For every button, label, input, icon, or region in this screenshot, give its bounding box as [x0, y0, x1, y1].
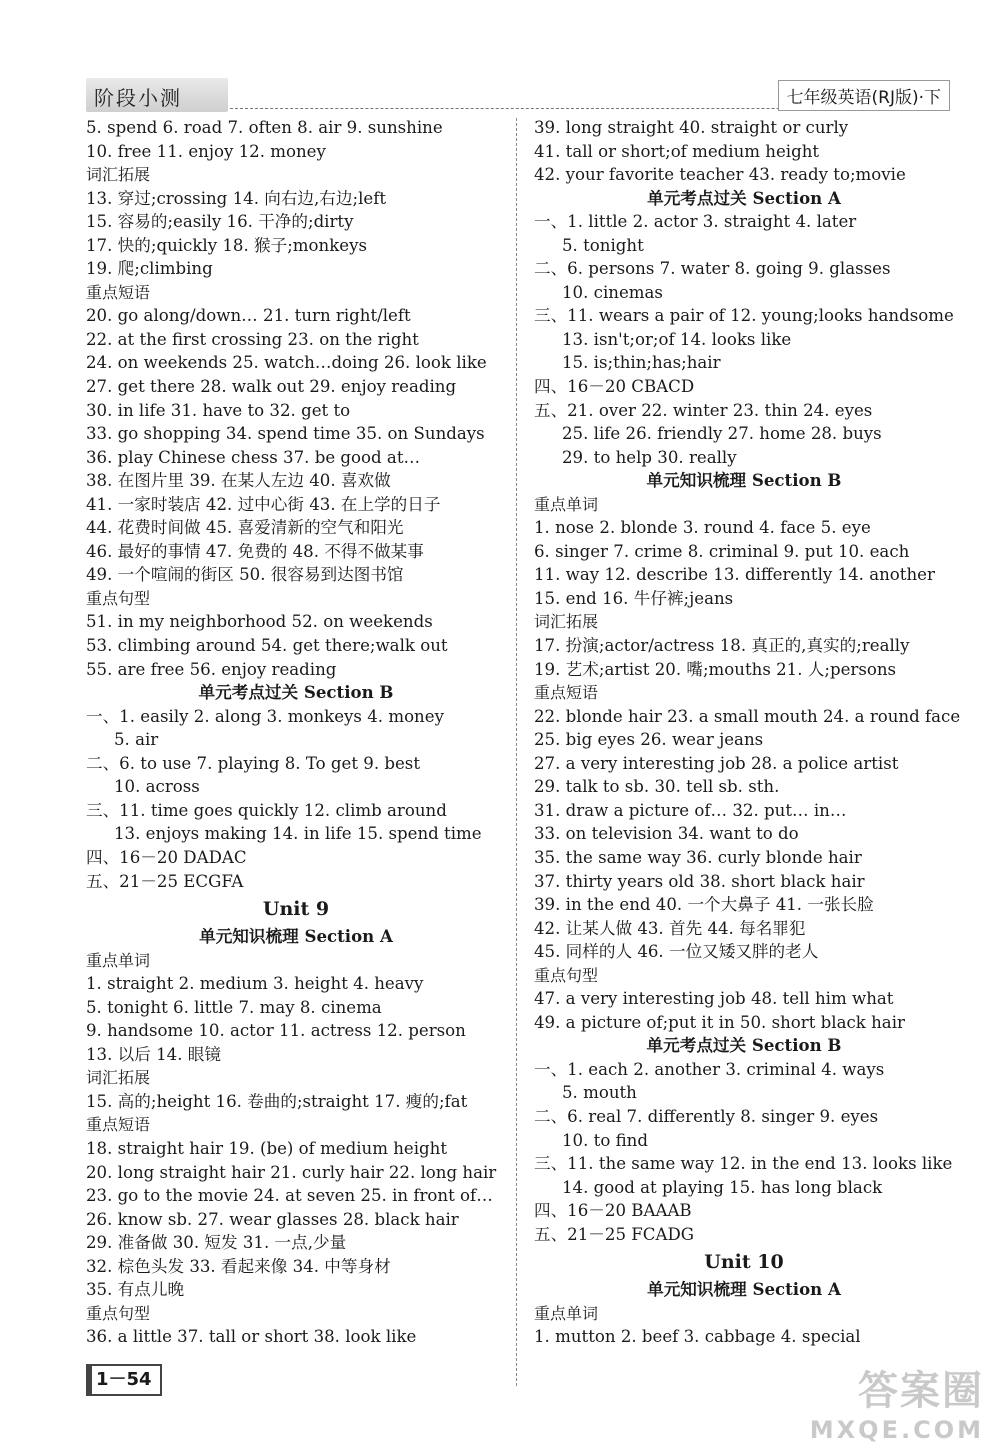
- answer-line: 42. 让某人做 43. 首先 44. 每名罪犯: [534, 918, 806, 938]
- answer-line: 5. tonight 6. little 7. may 8. cinema: [86, 997, 382, 1017]
- answer-line: 1. mutton 2. beef 3. cabbage 4. special: [534, 1327, 861, 1347]
- section-heading: 单元知识梳理 Section A: [199, 926, 393, 947]
- answer-line: 14. good at playing 15. has long black: [562, 1177, 883, 1197]
- answer-line: 二、6. real 7. differently 8. singer 9. eyes: [534, 1106, 879, 1126]
- section-heading: 重点句型: [534, 965, 599, 985]
- answer-line: 四、16－20 BAAAB: [534, 1201, 692, 1221]
- answer-line: 49. a picture of;put it in 50. short black hair: [534, 1012, 905, 1032]
- answer-line: 45. 同样的人 46. 一位又矮又胖的老人: [534, 942, 819, 962]
- answer-line: 11. way 12. describe 13. differently 14. another: [534, 565, 935, 585]
- answer-line: 39. long straight 40. straight or curly: [534, 118, 849, 137]
- watermark-url: MXQE.COM: [809, 1416, 984, 1444]
- answer-line: 10. cinemas: [562, 282, 663, 302]
- answer-line: 33. on television 34. want to do: [534, 824, 799, 844]
- section-heading: 单元考点过关 Section A: [647, 187, 841, 208]
- section-heading: Unit 9: [262, 898, 330, 921]
- section-heading: 单元考点过关 Section B: [646, 1035, 842, 1056]
- answer-line: 37. thirty years old 38. short black hair: [534, 871, 865, 891]
- answer-line: 42. your favorite teacher 43. ready to;movie: [534, 165, 906, 185]
- answer-line: 15. 容易的;easily 16. 干净的;dirty: [86, 212, 354, 232]
- answer-line: 10. to find: [562, 1130, 648, 1150]
- section-heading: 词汇拓展: [534, 612, 599, 632]
- answer-line: 20. go along/down… 21. turn right/left: [86, 306, 411, 326]
- answer-line: 47. a very interesting job 48. tell him what: [534, 989, 894, 1009]
- answer-line: 51. in my neighborhood 52. on weekends: [86, 612, 433, 632]
- answer-line: 29. talk to sb. 30. tell sb. sth.: [534, 777, 780, 797]
- answer-line: 15. 高的;height 16. 卷曲的;straight 17. 瘦的;fat: [86, 1091, 468, 1111]
- section-heading: 重点短语: [86, 1115, 151, 1135]
- answer-line: 44. 花费时间做 45. 喜爱清新的空气和阳光: [86, 518, 404, 538]
- answer-line: 32. 棕色头发 33. 看起来像 34. 中等身材: [86, 1256, 391, 1276]
- answer-line: 35. 有点儿晚: [86, 1280, 185, 1300]
- answer-line: 17. 快的;quickly 18. 猴子;monkeys: [86, 235, 367, 255]
- left-column: [86, 116, 506, 1349]
- answer-line: 36. play Chinese chess 37. be good at…: [86, 447, 421, 467]
- answer-line: 5. spend 6. road 7. often 8. air 9. sunshine: [86, 118, 443, 137]
- answer-line: 二、6. to use 7. playing 8. To get 9. best: [86, 753, 420, 773]
- section-title: 阶段小测: [94, 86, 182, 110]
- book-title: 七年级英语(RJ版)·下: [778, 80, 951, 111]
- answer-line: 五、21. over 22. winter 23. thin 24. eyes: [534, 400, 873, 420]
- answer-line: 25. big eyes 26. wear jeans: [534, 730, 764, 750]
- answer-line: 一、1. easily 2. along 3. monkeys 4. money: [86, 706, 444, 726]
- answer-line: 19. 爬;climbing: [86, 259, 213, 279]
- answer-line: 五、21－25 FCADG: [534, 1224, 695, 1244]
- answer-line: 20. long straight hair 21. curly hair 22. long hair: [86, 1162, 497, 1182]
- section-heading: 重点单词: [534, 1303, 599, 1323]
- answer-line: 27. get there 28. walk out 29. enjoy reading: [86, 377, 457, 397]
- section-heading: 单元知识梳理 Section A: [647, 1279, 841, 1300]
- answer-line: 10. across: [114, 777, 200, 797]
- answer-line: 四、16－20 CBACD: [534, 377, 695, 397]
- answer-line: 13. 穿过;crossing 14. 向右边,右边;left: [86, 188, 387, 208]
- answer-line: 46. 最好的事情 47. 免费的 48. 不得不做某事: [86, 541, 424, 561]
- answer-line: 53. climbing around 54. get there;walk out: [86, 636, 448, 656]
- answer-line: 23. go to the movie 24. at seven 25. in front of…: [86, 1186, 493, 1206]
- answer-line: 五、21－25 ECGFA: [86, 871, 244, 891]
- answer-line: 29. 准备做 30. 短发 31. 一点,少量: [86, 1233, 347, 1253]
- answer-line: 15. end 16. 牛仔裤;jeans: [534, 588, 734, 608]
- answer-line: 二、6. persons 7. water 8. going 9. glasses: [534, 259, 891, 279]
- answer-line: 三、11. time goes quickly 12. climb around: [86, 800, 447, 820]
- answer-line: 35. the same way 36. curly blonde hair: [534, 847, 862, 867]
- answer-line: 6. singer 7. crime 8. criminal 9. put 10. each: [534, 541, 910, 561]
- answer-line: 41. 一家时装店 42. 过中心街 43. 在上学的日子: [86, 494, 441, 514]
- answer-line: 25. life 26. friendly 27. home 28. buys: [562, 424, 882, 444]
- answer-line: 39. in the end 40. 一个大鼻子 41. 一张长脸: [534, 895, 874, 915]
- answer-line: 26. know sb. 27. wear glasses 28. black hair: [86, 1209, 459, 1229]
- answer-line: 13. isn't;or;of 14. looks like: [562, 329, 792, 349]
- answer-line: 33. go shopping 34. spend time 35. on Sundays: [86, 424, 485, 444]
- column-divider: [516, 118, 517, 1386]
- answer-line: 31. draw a picture of… 32. put… in…: [534, 800, 847, 820]
- answer-line: 38. 在图片里 39. 在某人左边 40. 喜欢做: [86, 471, 391, 491]
- answer-line: 三、11. the same way 12. in the end 13. looks like: [534, 1154, 953, 1174]
- section-heading: 重点单词: [534, 494, 599, 514]
- answer-line: 22. blonde hair 23. a small mouth 24. a round face: [534, 706, 961, 726]
- answer-line: 一、1. each 2. another 3. criminal 4. ways: [534, 1059, 885, 1079]
- answer-line: 13. enjoys making 14. in life 15. spend time: [114, 824, 482, 844]
- page-number: 1－54: [86, 1364, 162, 1396]
- answer-line: 22. at the first crossing 23. on the right: [86, 329, 419, 349]
- answer-line: 18. straight hair 19. (be) of medium height: [86, 1138, 448, 1158]
- answer-line: 四、16－20 DADAC: [86, 847, 247, 867]
- section-heading: 重点句型: [86, 1303, 151, 1323]
- answer-line: 5. air: [114, 730, 159, 750]
- answer-line: 27. a very interesting job 28. a police artist: [534, 753, 899, 773]
- right-column: [534, 116, 961, 1349]
- answer-line: 5. tonight: [562, 235, 644, 255]
- answer-line: 5. mouth: [562, 1083, 637, 1103]
- answer-line: 1. nose 2. blonde 3. round 4. face 5. eye: [534, 518, 871, 538]
- section-heading: 重点单词: [86, 950, 151, 970]
- answer-line: 55. are free 56. enjoy reading: [86, 659, 337, 679]
- section-heading: 词汇拓展: [86, 165, 151, 185]
- watermark: [810, 1359, 984, 1444]
- answer-line: 9. handsome 10. actor 11. actress 12. person: [86, 1021, 466, 1041]
- answer-line: 24. on weekends 25. watch…doing 26. look like: [86, 353, 487, 373]
- answer-line: 15. is;thin;has;hair: [562, 353, 721, 373]
- section-title-tab: [86, 78, 228, 112]
- section-heading: Unit 10: [704, 1251, 784, 1274]
- section-heading: 单元知识梳理 Section B: [646, 470, 842, 491]
- watermark-logo: 答案圈: [858, 1368, 984, 1414]
- answer-line: 19. 艺术;artist 20. 嘴;mouths 21. 人;persons: [534, 659, 897, 679]
- answer-line: 30. in life 31. have to 32. get to: [86, 400, 351, 420]
- answer-line: 10. free 11. enjoy 12. money: [86, 141, 326, 161]
- section-heading: 重点短语: [534, 683, 599, 703]
- answer-line: 41. tall or short;of medium height: [534, 141, 820, 161]
- section-heading: 重点短语: [86, 282, 151, 302]
- section-heading: 单元考点过关 Section B: [198, 682, 394, 703]
- answer-line: 49. 一个喧闹的街区 50. 很容易到达图书馆: [86, 565, 404, 585]
- answer-line: 三、11. wears a pair of 12. young;looks handsome: [534, 306, 954, 326]
- answer-line: 36. a little 37. tall or short 38. look like: [86, 1327, 417, 1347]
- answer-line: 17. 扮演;actor/actress 18. 真正的,真实的;really: [534, 636, 910, 656]
- answer-line: 1. straight 2. medium 3. height 4. heavy: [86, 974, 424, 994]
- section-heading: 词汇拓展: [86, 1068, 151, 1088]
- answer-line: 13. 以后 14. 眼镜: [86, 1044, 221, 1064]
- section-heading: 重点句型: [86, 588, 151, 608]
- answer-line: 一、1. little 2. actor 3. straight 4. later: [534, 212, 857, 232]
- answer-line: 29. to help 30. really: [562, 447, 737, 467]
